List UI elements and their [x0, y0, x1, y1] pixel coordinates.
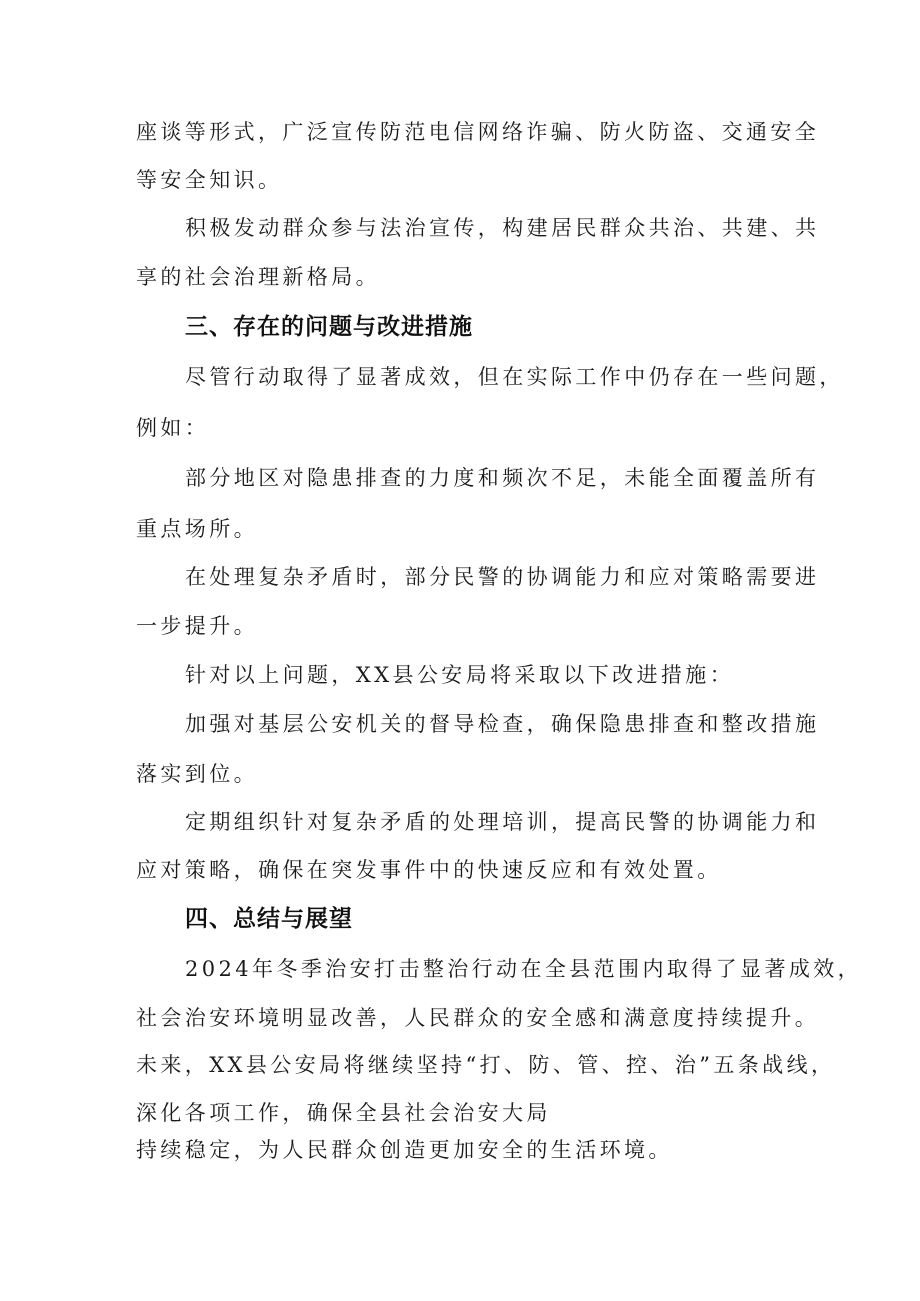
- paragraph-line: 等安全知识。: [136, 168, 283, 192]
- paragraph-line: 例如：: [136, 416, 210, 440]
- paragraph-line: 针对以上问题，XX县公安局将采取以下改进措施：: [185, 663, 735, 687]
- paragraph-line: 未来，XX县公安局将继续坚持“打、防、管、控、治”五条战线，: [136, 1053, 836, 1077]
- paragraph-line: 重点场所。: [136, 517, 258, 541]
- paragraph-line: 积极发动群众参与法治宣传，构建居民群众共治、共建、共: [185, 216, 820, 240]
- paragraph-line: 落实到位。: [136, 762, 258, 786]
- paragraph-line: 持续稳定，为人民群众创造更加安全的生活环境。: [136, 1138, 673, 1162]
- paragraph-line: 一步提升。: [136, 614, 258, 638]
- paragraph-line: 2024年冬季治安打击整治行动在全县范围内取得了显著成效，: [185, 957, 863, 981]
- paragraph-line: 尽管行动取得了显著成效，但在实际工作中仍存在一些问题，: [185, 365, 844, 389]
- paragraph-line: 座谈等形式，广泛宣传防范电信网络诈骗、防火防盗、交通安全: [136, 120, 820, 144]
- paragraph-line: 享的社会治理新格局。: [136, 265, 380, 289]
- section-heading: 四、总结与展望: [185, 906, 353, 932]
- paragraph-line: 社会治安环境明显改善，人民群众的安全感和满意度持续提升。: [136, 1006, 820, 1030]
- paragraph-line: 加强对基层公安机关的督导检查，确保隐患排查和整改措施: [185, 712, 820, 736]
- paragraph-line: 应对策略，确保在突发事件中的快速反应和有效处置。: [136, 858, 722, 882]
- paragraph-line: 部分地区对隐患排查的力度和频次不足，未能全面覆盖所有: [185, 466, 820, 490]
- paragraph-line: 在处理复杂矛盾时，部分民警的协调能力和应对策略需要进: [185, 565, 820, 589]
- paragraph-line: 定期组织针对复杂矛盾的处理培训，提高民警的协调能力和: [185, 810, 820, 834]
- section-heading: 三、存在的问题与改进措施: [185, 314, 473, 340]
- paragraph-line: 深化各项工作，确保全县社会治安大局: [136, 1101, 551, 1125]
